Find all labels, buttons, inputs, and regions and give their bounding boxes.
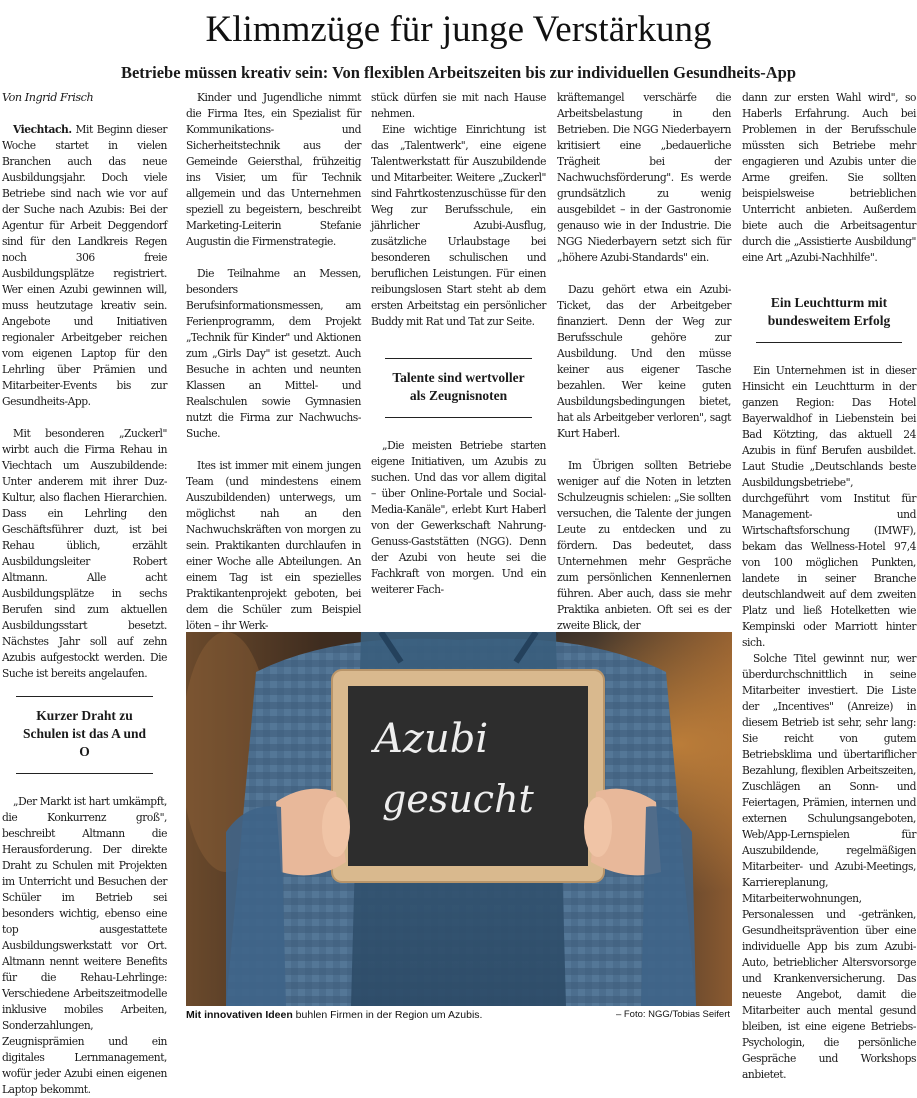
paragraph <box>2 122 167 410</box>
photo-credit: – Foto: NGG/Tobias Seifert <box>615 1009 730 1020</box>
byline: Von Ingrid Frisch <box>2 91 94 104</box>
paragraph: Dazu gehört etwa ein Azubi-Ticket, das der Arbeitgeber finanziert. Denn der Weg zur Berufsschule gehöre zur Ausbildung. Und den müsse keiner aus eigener Tasche bezahlen. Wer keine guten Ausbildungsbedingungen bietet, hat als Arbeitgeber verloren", sagt Kurt Haberl. <box>557 283 731 440</box>
caption-text: buhlen Firmen in der Region um Azubis. <box>292 1009 483 1021</box>
paragraph: Solche Titel gewinnt nur, wer überdurchschnittlich in seine Mitarbeiter investiert. Die Liste der „Incentives" (Anreize) in diesem Betrieb ist sehr, sehr lang: Sie reicht von gutem Betriebsklima und übertariflicher Bezahlung, flexiblen Arbeitszeiten, Zuschlägen an Sonn- und Feiertagen, Prämien, internen und externen Schulungsangeboten, Web/App-Lernspielen für Auszubildende, regelmäßigen Mitarbeiter- und Azubi-Meetings, Karriereplanung, Mitarbeiterwohnungen, Personalessen und -getränken, Gesundheitsprävention über eine individuelle App bis zum Azubi-Auto, betrieblicher Altersvorsorge und Krankenversicherung. Das neueste Angebot, damit die Mitarbeiter auch mental gesund bleiben, ist eine eigene Betriebs-Psychologin, die persönliche Gespräche und Workshops anbietet. <box>742 652 916 1081</box>
article-headline: Klimmzüge für junge Verstärkung <box>205 9 712 50</box>
photo-caption <box>186 1007 732 1023</box>
paragraph: Ein Unternehmen ist in dieser Hinsicht ein Leuchtturm in der ganzen Region: Das Hotel Bayerwaldhof in Liebenstein bei Bad Kötzting, das aktuell 24 Azubis in fünf Berufen ausbildet. Laut Studie „Deutschlands beste Ausbildungsbetriebe", durchgeführt vom Institut für Management- und Wirtschaftsforschung (IMWF), bekam das Wellness-Hotel 97,4 von 100 möglichen Punkten, landete in seiner Branche deutschlandweit auf dem zweiten Platz und ließ Hotelketten wie Kempinski oder Marriott hinter sich. <box>742 364 916 649</box>
paragraph: Kinder und Jugendliche nimmt die Firma Ites, ein Spezialist für Kommunikations- und Sicherheitstechnik aus der Gemeinde Geiersthal, frühzeitig ins Visier, um für Technik allgemein und das Unternehmen speziell zu begeistern, beschreibt Marketing-Leiterin Stefanie Augustin die Firmenstrategie. <box>186 91 361 248</box>
paragraph: „Die meisten Betriebe starten eigene Initiativen, um Azubis zu suchen. Und das vor allem digital – über Online-Portale und Social-Media-Kanäle", erlebt Kurt Haberl von der Gewerkschaft Nahrung-Genuss-Gaststätten (NGG). Denn der Azubi von heute sei die Fachkraft von morgen. Und ein weiterer Fach- <box>371 439 546 596</box>
article-column-5 <box>742 90 916 1083</box>
article-column-3 <box>371 90 546 598</box>
photo-illustration <box>186 632 732 1006</box>
paragraph: Mit besonderen „Zuckerl" wirbt auch die Firma Rehau in Viechtach um Auszubildende: Unter anderem mit ihrer Duz-Kultur, also flachen Hierarchien. Dass ein Lehrling den Geschäftsführer duzt, ist bei Rehau üblich, erzählt Ausbildungsleiter Robert Altmann. Alle acht Ausbildungsplätze in sechs Berufen sind zum aktuellen Ausbildungsstart besetzt. Nächstes Jahr soll auf zehn Azubis aufgestockt werden. Die Suche ist bereits angelaufen. <box>2 427 167 680</box>
paragraph: Die Teilnahme an Messen, besonders Berufsinformationsmessen, am Ferienprogramm, dem Projekt „Technik für Kinder" und Aktionen zum „Girls Day" ist gesetzt. Auch Besuche in achten und neunten Klassen an Mittel- und Realschulen sowie Gymnasien nutzt die Firma zur Nachwuchs-Suche. <box>186 267 361 440</box>
article-subheadline: Betriebe müssen kreativ sein: Von flexiblen Arbeitszeiten bis zur individuellen Gesundheits-App <box>120 63 797 82</box>
section-heading: Kurzer Draht zu Schulen ist das A und O <box>16 696 153 774</box>
paragraph: kräftemangel verschärfe die Arbeitsbelastung in den Betrieben. Die NGG Niederbayern kritisiert eine „bedauerliche Trägheit bei der Nachwuchsförderung". Es werde grundsätzlich zu wenig ausgebildet – in der Gastronomie genauso wie in der Industrie. Die NGG Niederbayern setzt sich für „höhere Azubi-Standards" ein. <box>557 91 731 264</box>
paragraph: Ites ist immer mit einem jungen Team (und mindestens einem Auszubildenden) unterwegs, um möglichst nah an den Nachwuchskräften von morgen zu sein. Praktikanten durchlaufen in einer Woche alle Abteilungen. An einem Tag ist ein spezielles Praktikantenprojekt geboten, bei dem die Schüler zum Beispiel löten – ihr Werk- <box>186 459 361 632</box>
article-photo <box>186 632 732 1006</box>
paragraph-text: Mit Beginn dieser Woche startet in vielen Branchen auch das neue Ausbildungsjahr. Doch viele Betriebe sind nach wie vor auf der Suche nach Azubis: Bei der Agentur für Arbeit Deggendorf sind für den Landkreis Regen noch 306 freie Ausbildungsplätze registriert. Wer einen Azubi gewinnen will, muss heutzutage kreativ sein. Angebote und Initiativen regionaler Arbeitgeber reichen vom eigenen Laptop für den Lehrling über Prämien und Mitarbeiter-Events bis zur Gesundheits-App. <box>2 123 167 408</box>
paragraph: „Der Markt ist hart umkämpft, die Konkurrenz groß", beschreibt Altmann die Herausforderung. Der direkte Draht zu Schulen mit Projekten im Unterricht und Besuchen der Schüler im Betrieb sei besonders wichtig, ebenso eine top ausgestattete Ausbildungswerkstatt vor Ort. Altmann nennt weitere Benefits für die Rehau-Lehrlinge: Verschiedene Arbeitszeitmodelle inklusive mobiles Arbeiten, Sonderzahlungen, Zeugnisprämien und ein digitales Lernmanagement, wofür jeder Azubi einen eigenen Laptop bekommt. <box>2 795 167 1096</box>
section-heading: Talente sind wertvoller als Zeugnisnoten <box>385 358 532 418</box>
chalk-text-line1: Azubi <box>374 716 489 762</box>
paragraph: Eine wichtige Einrichtung ist das „Talentwerk", eine eigene Talentwerkstatt für Auszubildende und Mitarbeiter. Weitere „Zuckerl" sind Fahrtkostenzuschüsse für den Weg zur Berufsschule, ein jährlicher Azubi-Ausflug, zusätzliche Urlaubstage bei besonderen schulischen und beruflichen Leistungen. Für einen reibungslosen Start steht ab dem ersten Arbeitstag ein persönlicher Buddy mit Rat und Tat zur Seite. <box>371 123 546 328</box>
article-column-4 <box>557 90 731 634</box>
article-column-1 <box>2 90 167 1098</box>
section-heading: Ein Leuchtturm mit bundesweitem Erfolg <box>756 284 902 343</box>
article-column-2 <box>186 90 361 634</box>
caption-lead: Mit innovativen Ideen <box>186 1009 293 1021</box>
paragraph: dann zur ersten Wahl wird", so Haberls Erfahrung. Auch bei Problemen in der Berufsschule müssten sich Betriebe mehr engagieren und Azubis unter die Arme greifen. Sie sollten beispielsweise betrieblichen Unterricht anbieten. Außerdem biete auch die Arbeitsagentur durch die „Assistierte Ausbildung" eine Art „Azubi-Nachhilfe". <box>742 91 916 264</box>
dateline: Viechtach. <box>13 123 72 136</box>
chalk-text-line2: gesucht <box>382 777 534 821</box>
paragraph: stück dürfen sie mit nach Hause nehmen. <box>371 91 546 120</box>
paragraph: Im Übrigen sollten Betriebe weniger auf die Noten in letzten Schulzeugnis schielen: „Sie sollten versuchen, die Talente der jungen Leute zu entdecken und zu fördern. Das bedeutet, dass Unternehmen mehr Gespräche zum persönlichen Kennenlernen führen. Aber auch, dass sie mehr Praktika anbieten. Oft sei es der zweite Blick, der <box>557 459 731 632</box>
